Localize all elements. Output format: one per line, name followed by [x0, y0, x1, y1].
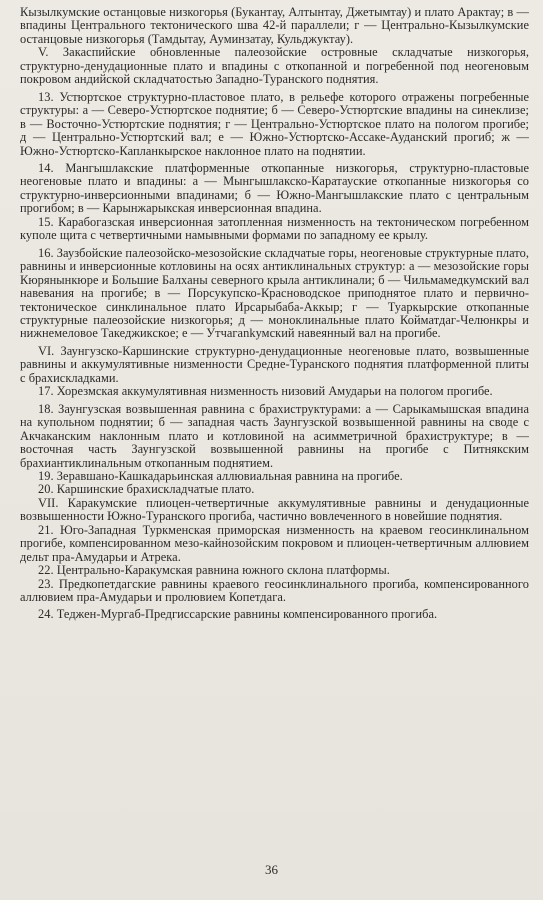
paragraph-14: 14. Мангышлакские платформенные откопанные низкогорья, структурно-пластовые неогеновые плато и впадины: а — Мынгышлакско-Каратауские откопанные низкогорья со структурно-инверсионными впадинами; б — Южно-Мангышлакские плато с центральным прогибом; в — Карынжарыкская инверсионная впадина.	[20, 160, 529, 216]
paragraph-22: 22. Центрально-Каракумская равнина южного склона платформы.	[38, 563, 390, 578]
body-text	[20, 6, 529, 622]
paragraph-section-vii: VII. Каракумские плиоцен-четвертичные аккумулятивные равнины и денудационные возвышенности Южно-Туранского прогиба, частично вовлеченного в новейшие поднятия.	[20, 495, 529, 524]
paragraph-section-v: V. Закаспийские обновленные палеозойские островные складчатые низкогорья, структурно-денудационные плато и впадины с откопанной и погребенной под неогеновым покровом андийской складчатостью Западно-Туранского поднятия.	[20, 45, 529, 87]
paragraph-21: 21. Юго-Западная Туркменская приморская низменность на краевом геосинклинальном прогибе, компенсированном мезо-кайнозойским покровом и плиоцен-четвертичным аллювием дельт пра-Амударьи и Атрека.	[20, 522, 529, 564]
paragraph-18: 18. Заунгузская возвышенная равнина с брахиструктурами: а — Сарыкамышская впадина на купольном поднятии; б — западная часть Заунгузской возвышенной равнины на своде с Акчаканским наклонным плато и котловиной на асимметричной брахиструктуре; в — восточная часть Заунгузской возвышенной равнины на прогибе с Питнякским брахиантиклинальным откопанным поднятием.	[20, 401, 529, 470]
paragraph-20: 20. Каршинские брахискладчатые плато.	[38, 482, 255, 497]
paragraph-19: 19. Зеравшано-Кашкадарьинская аллювиальная равнина на прогибе.	[38, 468, 403, 483]
paragraph-23: 23. Предкопетдагские равнины краевого геосинклинального прогиба, компенсированного аллювием пра-Амударьи и пролювием Копетдага.	[20, 576, 529, 605]
paragraph-continuation: Кызылкумские останцовые низкогорья (Букантау, Алтынтау, Джетымтау) и плато Арактау; в — впадины Центрального тектонического шва 42-й параллели; г — Центрально-Кызылкумские останцовые низкогорья (Тамдытау, Ауминзатау, Кульджуктау).	[20, 5, 529, 46]
paragraph-24: 24. Теджен-Мургаб-Предгиссарские равнины компенсированного прогиба.	[38, 607, 438, 622]
paragraph-section-vi: VI. Заунгузско-Каршинские структурно-денудационные неогеновые плато, возвышенные равнины и аккумулятивные низменности Средне-Туранского поднятия платформенной плиты с брахискладками.	[20, 343, 529, 385]
paragraph-13: 13. Устюртское структурно-пластовое плато, в рельефе которого отражены погребенные структуры: а — Северо-Устюртское поднятие; б — Северо-Устюртские впадины на синеклизе; в — Восточно-Устюртские поднятия; г — Центрально-Устюртское плато на пологом прогибе; д — Центрально-Устюртский вал; е — Южно-Устюртско-Ассаке-Ауданский прогиб; ж — Южно-Устюртско-Капланкырское наклонное плато на поднятии.	[20, 89, 529, 158]
paragraph-15: 15. Карабогазская инверсионная затопленная низменность на тектоническом погребенном куполе щита с четвертичными намывными формами по западному ее крылу.	[20, 214, 529, 243]
page-number: 36	[265, 862, 278, 877]
paragraph-16: 16. Заузбойские палеозойско-мезозойские складчатые горы, неогеновые структурные плато, равнины и инверсионные котловины на осях антиклинальных структур: а — мезозойские горы Кюрянынкюре и Большие Балханы северного крыла антиклинали; б — Чильмамедкумский вал навевания на прогибе; в — Порсукупско-Красноводское приподнятое плато и первично-тектоническое синклинальное плато Ирсарыбаба-Аккыр; г — Туаркырские откопанные структурные палеозойские низкогорья; д — моноклинальные плато Койматдаг-Челюнкры и нижнемеловое Такеджикское; е — Утчагankумский навеянный вал на прогибе.	[20, 245, 529, 341]
paragraph-17: 17. Хорезмская аккумулятивная низменность низовий Амударьи на пологом прогибе.	[38, 384, 493, 399]
